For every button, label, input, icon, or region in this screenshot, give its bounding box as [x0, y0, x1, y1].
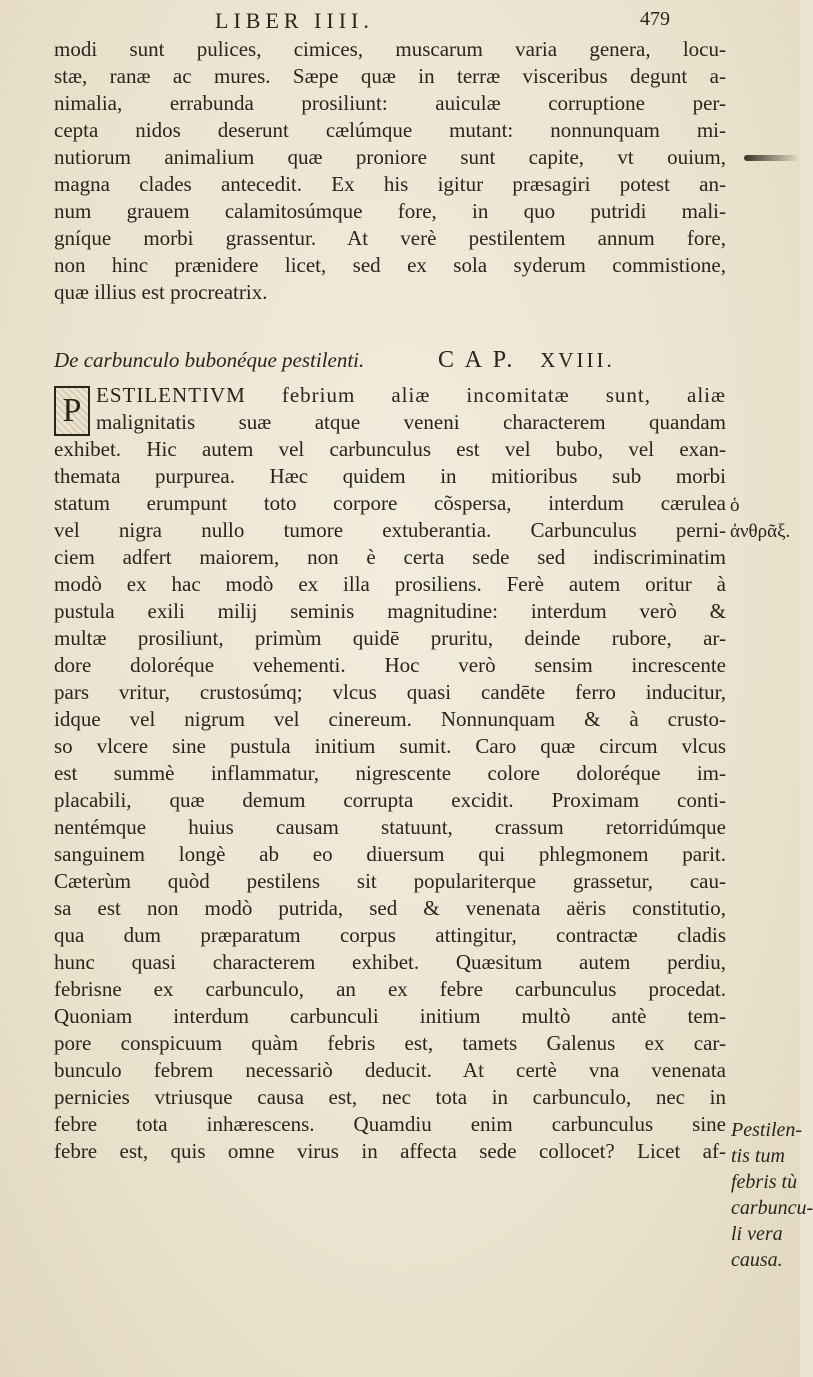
text-line: malignitatis suæ atque veneni characterem quandam — [96, 410, 726, 434]
text-line: multæ prosiliunt, primùm quidē pruritu, deinde rubore, ar- — [54, 626, 726, 650]
chapter-heading — [54, 338, 726, 382]
text-line: Quoniam interdum carbunculi initium multò antè tem- — [54, 1004, 726, 1028]
text-line: dore doloréque vehementi. Hoc verò sensim increscente — [54, 653, 726, 677]
marginal-note-line: li vera — [731, 1223, 783, 1245]
text-line: cepta nidos deserunt cælúmque mutant: nonnunquam mi- — [54, 118, 726, 142]
text-line: sa est non modò putrida, sed & venenata aëris constitutio, — [54, 896, 726, 920]
text-line: gníque morbi grassentur. At verè pestilentem annum fore, — [54, 226, 726, 250]
marginal-note-line: carbuncu- — [731, 1197, 813, 1219]
text-line: num grauem calamitosúmque fore, in quo putridi mali- — [54, 199, 726, 223]
text-line: Cæterùm quòd pestilens sit populariterque grassetur, cau- — [54, 869, 726, 893]
marginal-note-greek: ὁ ἀνθρᾶξ. — [730, 495, 791, 542]
text-line: modò ex hac modò ex illa prosiliens. Ferè autem oritur à — [54, 572, 726, 596]
text-line: ESTILENTIVM febrium aliæ incomitatæ sunt, aliæ — [96, 383, 726, 407]
text-line: vel nigra nullo tumore extuberantia. Carbunculus perni- — [54, 518, 726, 542]
text-line: magna clades antecedit. Ex his igitur præsagiri potest an- — [54, 172, 726, 196]
text-line: so vlcere sine pustula initium sumit. Caro quæ circum vlcus — [54, 734, 726, 758]
chapter-number: C A P. XVIII. — [438, 347, 615, 373]
text-line: pars vritur, crustosúmq; vlcus quasi candēte ferro inducitur, — [54, 680, 726, 704]
text-line: qua dum præparatum corpus attingitur, contractæ cladis — [54, 923, 726, 947]
marginal-note-line: tis tum — [731, 1145, 785, 1167]
text-line: febrisne ex carbunculo, an ex febre carbunculus procedat. — [54, 977, 726, 1001]
page-number: 479 — [640, 8, 670, 30]
text-line: pernicies vtriusque causa est, nec tota in carbunculo, nec in — [54, 1085, 726, 1109]
text-block — [54, 36, 726, 1165]
marginal-note-line: Pestilen- — [731, 1119, 803, 1141]
text-line: modi sunt pulices, cimices, muscarum varia genera, locu- — [54, 37, 726, 61]
text-line: ciem adfert maiorem, non è certa sede sed indiscriminatim — [54, 545, 726, 569]
text-line: nimalia, errabunda prosiliunt: auiculæ corruptione per- — [54, 91, 726, 115]
marginal-note-line: febris tù — [731, 1171, 798, 1193]
text-line: themata purpurea. Hæc quidem in mitioribus sub morbi — [54, 464, 726, 488]
decorated-initial: P — [54, 386, 90, 436]
text-line: statum erumpunt toto corpore cõspersa, interdum cærulea — [54, 491, 726, 515]
text-line: pustula exili milij seminis magnitudine: interdum verò & — [54, 599, 726, 623]
ink-bleed-mark — [744, 155, 800, 161]
running-head — [0, 2, 800, 38]
text-line: quæ illius est procreatrix. — [54, 280, 268, 304]
text-line: sanguinem longè ab eo diuersum qui phlegmonem parit. — [54, 842, 726, 866]
text-line: febre tota inhærescens. Quamdiu enim carbunculus sine — [54, 1112, 726, 1136]
marginal-note — [731, 1117, 813, 1273]
text-line: nutiorum animalium quæ proniore sunt capite, vt ouium, — [54, 145, 726, 169]
marginal-note-line: causa. — [731, 1249, 783, 1271]
text-line: exhibet. Hic autem vel carbunculus est vel bubo, vel exan- — [54, 437, 726, 461]
text-line: non hinc prænidere licet, sed ex sola syderum commistione, — [54, 253, 726, 277]
text-line: bunculo febrem necessariò deducit. At certè vna venenata — [54, 1058, 726, 1082]
text-line: febre est, quis omne virus in affecta sede collocet? Licet af- — [54, 1139, 726, 1163]
text-line: est summè inflammatur, nigrescente colore doloréque im- — [54, 761, 726, 785]
text-line: nentémque huius causam statuunt, crassum retorridúmque — [54, 815, 726, 839]
chapter-title: De carbunculo bubonéque pestilenti. — [54, 348, 365, 372]
running-title: LIBER IIII. — [215, 8, 374, 33]
text-line: placabili, quæ demum corrupta excidit. Proximam conti- — [54, 788, 726, 812]
text-line: stæ, ranæ ac mures. Sæpe quæ in terræ visceribus degunt a- — [54, 64, 726, 88]
text-line: pore conspicuum quàm febris est, tamets Galenus ex car- — [54, 1031, 726, 1055]
text-line: idque vel nigrum vel cinereum. Nonnunquam & à crusto- — [54, 707, 726, 731]
text-line: hunc quasi characterem exhibet. Quæsitum autem perdiu, — [54, 950, 726, 974]
